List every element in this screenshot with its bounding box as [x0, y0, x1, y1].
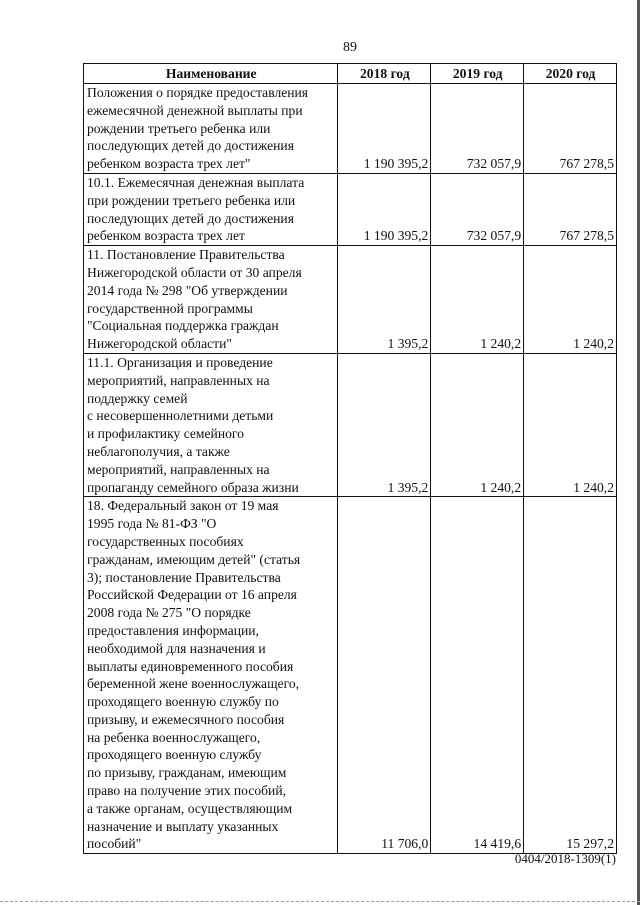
row-value-2020: 767 278,5 — [524, 173, 617, 245]
row-name: 18. Федеральный закон от 19 мая 1995 года № 81-ФЗ "О государственных пособиях гражданам, имеющим детей" (статья 3); постановление Правительства Российской Федерации от 16 апреля 2008 года № 275 "О порядке предоставления информации, необходимой для назначения и выплаты единовременного пособия беременной жене военнослужащего, проходящего военную службу по призыву, и ежемесячного пособия на ребенка военнослужащего, проходящего военную службу по призыву, гражданам, имеющим право на получение этих пособий, а также органам, осуществляющим назначение и выплату указанных пособий" — [84, 497, 338, 854]
table-row — [84, 173, 617, 245]
row-value-2019: 1 240,2 — [431, 246, 524, 354]
table-row — [84, 246, 617, 354]
header-2019: 2019 год — [431, 64, 524, 84]
row-value-2018: 1 395,2 — [338, 353, 431, 496]
header-name: Наименование — [84, 64, 338, 84]
row-value-2020: 767 278,5 — [524, 84, 617, 174]
row-value-2018: 1 190 395,2 — [338, 84, 431, 174]
row-name: 10.1. Ежемесячная денежная выплата при рождении третьего ребенка или последующих детей до достижения ребенком возраста трех лет — [84, 173, 338, 245]
document-code: 0404/2018-1309(1) — [514, 851, 616, 866]
table-row — [84, 497, 617, 854]
scan-bottom-divider — [0, 901, 640, 902]
table-header-row — [84, 64, 617, 84]
row-value-2018: 11 706,0 — [338, 497, 431, 854]
row-name: 11.1. Организация и проведение мероприятий, направленных на поддержку семей с несовершеннолетними детьми и профилактику семейного неблагополучия, а также мероприятий, направленных на пропаганду семейного образа жизни — [84, 353, 338, 496]
row-value-2020: 1 240,2 — [524, 353, 617, 496]
header-2018: 2018 год — [338, 64, 431, 84]
header-2020: 2020 год — [524, 64, 617, 84]
row-value-2018: 1 190 395,2 — [338, 173, 431, 245]
row-value-2019: 14 419,6 — [431, 497, 524, 854]
row-name: 11. Постановление Правительства Нижегородской области от 30 апреля 2014 года № 298 "Об утверждении государственной программы "Социальная поддержка граждан Нижегородской области" — [84, 246, 338, 354]
table-row — [84, 353, 617, 496]
row-name: Положения о порядке предоставления ежемесячной денежной выплаты при рождении третьего ребенка или последующих детей до достижения ребенком возраста трех лет" — [84, 84, 338, 174]
row-value-2018: 1 395,2 — [338, 246, 431, 354]
row-value-2019: 1 240,2 — [431, 353, 524, 496]
budget-table — [83, 63, 617, 854]
row-value-2019: 732 057,9 — [431, 173, 524, 245]
page-number: 89 — [343, 40, 357, 55]
row-value-2020: 15 297,2 — [524, 497, 617, 854]
row-value-2020: 1 240,2 — [524, 246, 617, 354]
table-row — [84, 84, 617, 174]
row-value-2019: 732 057,9 — [431, 84, 524, 174]
